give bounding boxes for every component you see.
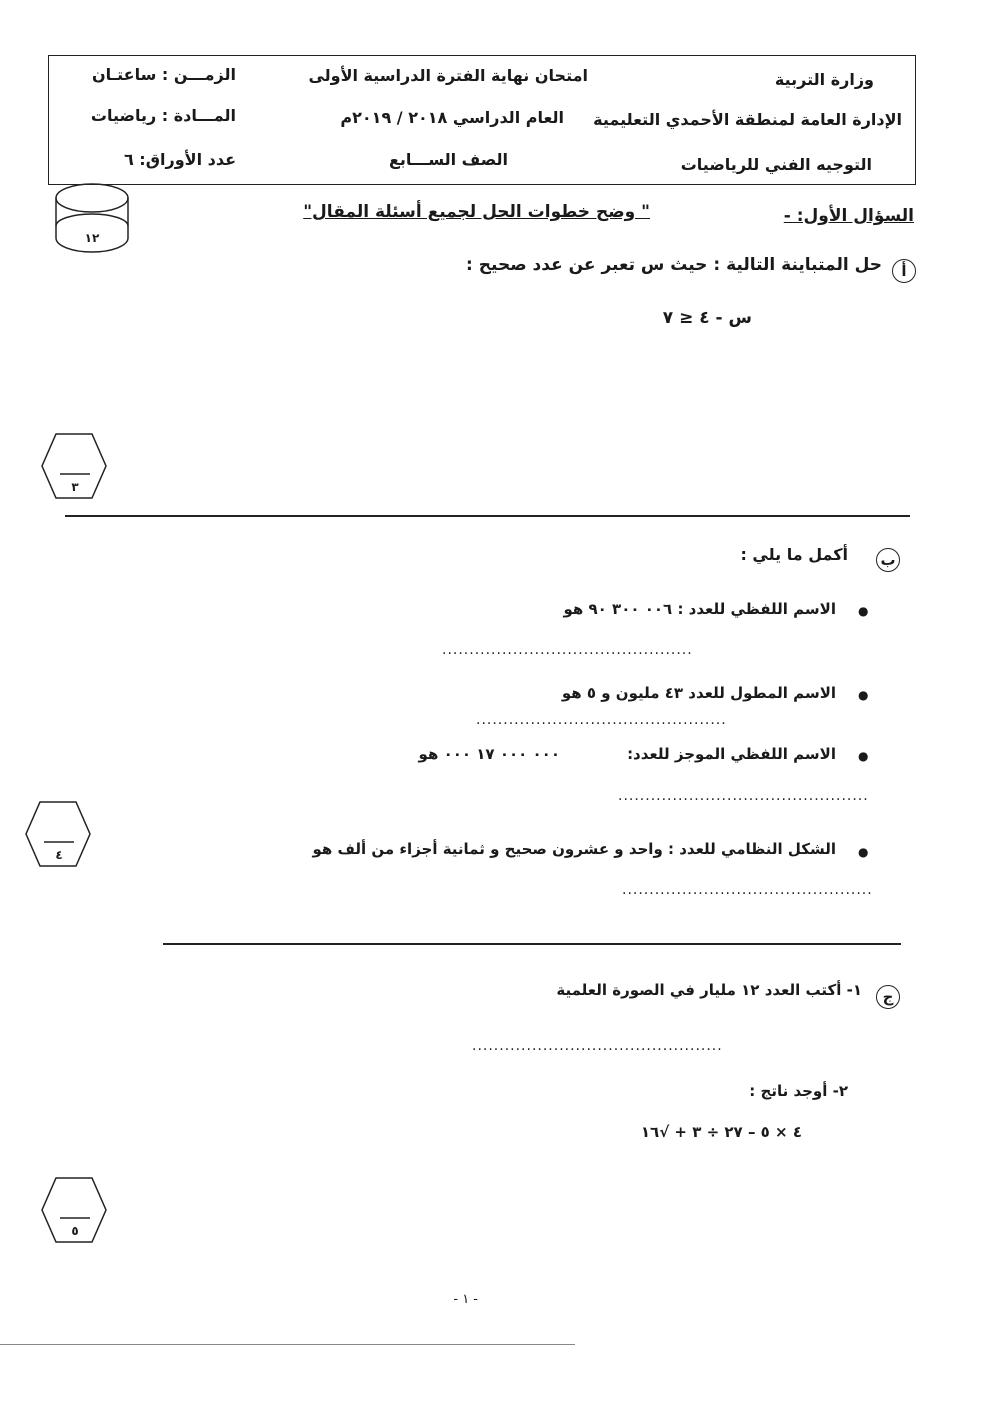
answer-line: ..............................................: [618, 788, 869, 804]
footer-line: [0, 1344, 575, 1345]
total-score-cylinder-icon: [50, 180, 140, 262]
part-b-item-3-number: ٠٠٠ ٠٠٠ ١٧ ٠٠٠ هو: [418, 745, 560, 763]
exam-title: امتحان نهاية الفترة الدراسية الأولى: [308, 66, 588, 85]
question-instruction: " وضح خطوات الحل لجميع أسئلة المقال": [303, 202, 650, 222]
supervision-name: التوجيه الفني للرياضيات: [680, 155, 872, 174]
exam-time: الزمـــن : ساعتـان: [91, 65, 236, 84]
part-b-item-3: الاسم اللفظي الموجز للعدد:: [627, 745, 836, 763]
inequality-expression: س - ٤ ≤ ٧: [662, 308, 752, 328]
part-c-item-1: ١- أكتب العدد ١٢ مليار في الصورة العلمية: [556, 981, 862, 999]
part-a-prompt: حل المتباينة التالية : حيث س تعبر عن عدد صحيح :: [466, 255, 882, 275]
bullet-icon: ●: [858, 749, 869, 763]
part-b-prompt: أكمل ما يلي :: [740, 545, 848, 564]
part-c-expression: ٤ × ٥ – ٢٧ ÷ ٣ + √١٦: [640, 1123, 802, 1141]
part-c-badge: ج: [876, 985, 900, 1009]
answer-line: ..............................................: [622, 882, 873, 898]
part-a-score: ٣: [71, 480, 79, 494]
part-b-score: ٤: [55, 848, 63, 862]
part-b-item-2: الاسم المطول للعدد ٤٣ مليون و ٥ هو: [561, 684, 836, 702]
part-c-score: ٥: [71, 1224, 79, 1238]
section-divider: [163, 943, 901, 945]
bullet-icon: ●: [858, 845, 869, 859]
grade-level: الصف الســـابع: [388, 150, 508, 169]
part-b-item-1: الاسم اللفظي للعدد : ٠٠٦ ٣٠٠ ٩٠ هو: [563, 600, 836, 618]
part-c-item-2: ٢- أوجد ناتج :: [749, 1082, 848, 1100]
exam-subject: المـــادة : رياضيات: [90, 106, 236, 125]
question-title: السؤال الأول: -: [783, 206, 914, 226]
total-score: ١٢: [84, 231, 100, 245]
bullet-icon: ●: [858, 688, 869, 702]
part-a-badge: أ: [892, 259, 916, 283]
page-number: - ١ -: [453, 1292, 478, 1307]
answer-line: ..............................................: [442, 642, 693, 658]
answer-line: ..............................................: [476, 712, 727, 728]
part-b-badge: ب: [876, 548, 900, 572]
directorate-name: الإدارة العامة لمنطقة الأحمدي التعليمية: [593, 110, 902, 129]
section-divider: [65, 515, 910, 517]
page-count: عدد الأوراق: ٦: [123, 150, 236, 169]
academic-year: العام الدراسي ٢٠١٨ / ٢٠١٩م: [340, 108, 564, 127]
ministry-name: وزارة التربية: [774, 70, 874, 89]
part-b-item-4: الشكل النظامي للعدد : واحد و عشرون صحيح و ثمانية أجزاء من ألف هو: [312, 840, 836, 858]
bullet-icon: ●: [858, 604, 869, 618]
answer-line: ..............................................: [472, 1038, 723, 1054]
